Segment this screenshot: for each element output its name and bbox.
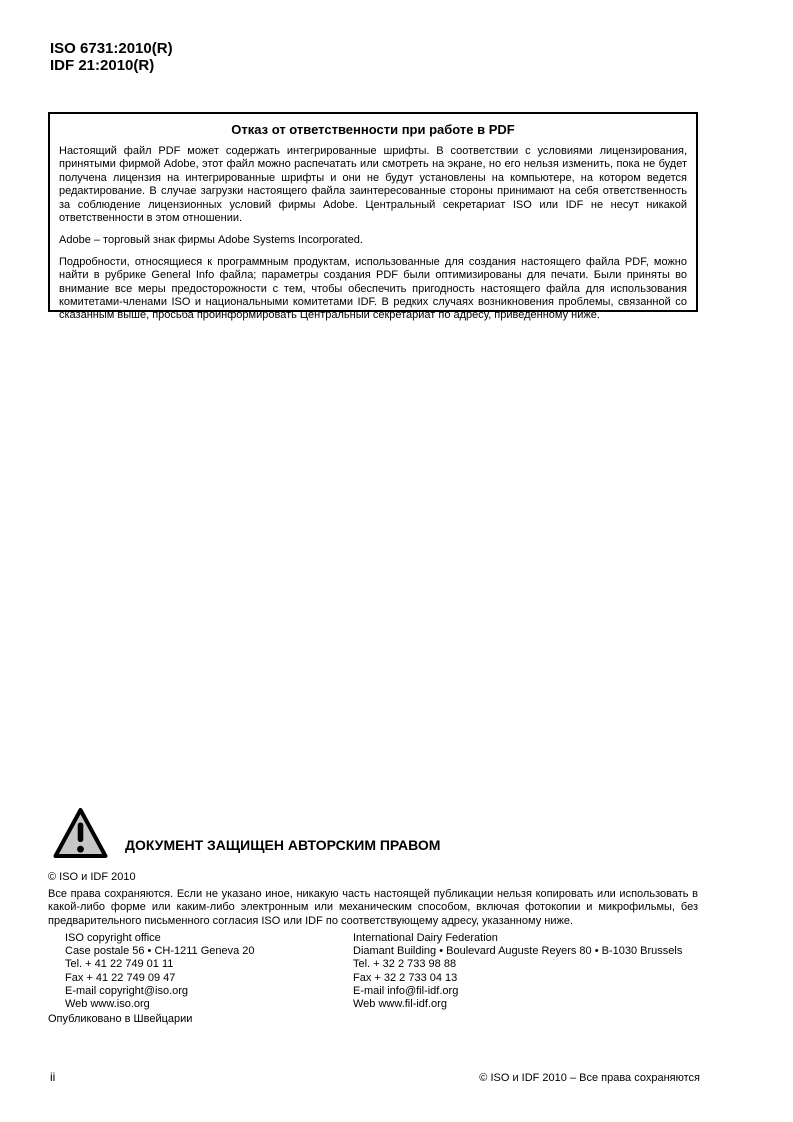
address-line: Fax + 32 2 733 04 13 <box>353 971 458 984</box>
address-line: ISO copyright office <box>65 932 161 944</box>
doc-ref-iso: ISO 6731:2010(R) <box>50 40 173 57</box>
address-line: Diamant Building • Boulevard Auguste Reyers 80 • B-1030 Brussels <box>353 945 683 958</box>
copyright-notice: © ISO и IDF 2010 <box>48 871 136 883</box>
doc-header <box>50 41 173 74</box>
idf-office-address <box>353 932 682 1011</box>
address-line-web: Web www.iso.org <box>65 998 150 1011</box>
rights-reserved-paragraph: Все права сохраняются. Если не указано иное, никакую часть настоящей публикации нельзя копировать или использовать в какой-либо форме или каким-либо электронным или механическим способом, включая фотокопии и микрофильмы, без предварительного письменного согласия ISO или IDF по соответствующему адресу, указанному ниже. <box>48 888 698 927</box>
address-line: Tel. + 41 22 749 01 11 <box>65 958 174 971</box>
published-in-note: Опубликовано в Швейцарии <box>48 1013 193 1025</box>
disclaimer-paragraph-2: Adobe – торговый знак фирмы Adobe Systems Incorporated. <box>59 233 363 246</box>
page-number: ii <box>50 1070 56 1084</box>
pdf-disclaimer-box <box>48 112 698 322</box>
address-line-email: E-mail info@fil-idf.org <box>353 984 459 997</box>
disclaimer-paragraph-3: Подробности, относящиеся к программным продуктам, использованные для создания настоящего файла PDF, можно найти в рубрике General Info файла; параметры создания PDF были оптимизированы для печати. Были приняты во внимание все меры предосторожности с тем, чтобы обеспечить пригодность настоящего файла для использования комитетами-членами ISO и национальными комитетами IDF. В редких случаях возникновения проблемы, связанной со сказанным выше, просьба проинформировать Центральный секретариат по адресу, приведенному ниже. <box>59 255 687 322</box>
address-line: Fax + 41 22 749 09 47 <box>65 971 176 984</box>
address-line-email: E-mail copyright@iso.org <box>65 984 189 997</box>
iso-office-address <box>65 932 255 1011</box>
warning-triangle-icon <box>53 807 108 860</box>
address-line: Tel. + 32 2 733 98 88 <box>353 958 457 971</box>
address-line-web: Web www.fil-idf.org <box>353 998 447 1011</box>
address-line: Case postale 56 • CH-1211 Geneva 20 <box>65 945 255 958</box>
footer-copyright: © ISO и IDF 2010 – Все права сохраняются <box>479 1072 700 1084</box>
disclaimer-paragraph-1: Настоящий файл PDF может содержать интегрированные шрифты. В соответствии с условиями лицензирования, принятыми фирмой Adobe, этот файл можно распечатать или смотреть на экране, но его нельзя изменить, пока не будет получена лицензия на интегрированные шрифты и они не будут установлены на компьютере, на котором ведется редактирование. В случае загрузки настоящего файла заинтересованные стороны принимают на себя ответственность за соблюдение лицензионных условий фирмы Adobe. Центральный секретариат ISO или IDF не несут никакой ответственности в этом отношении. <box>59 145 687 225</box>
copyright-protected-heading: ДОКУМЕНТ ЗАЩИЩЕН АВТОРСКИМ ПРАВОМ <box>125 837 441 853</box>
disclaimer-title: Отказ от ответственности при работе в PDF <box>231 122 515 137</box>
address-line: International Dairy Federation <box>353 932 498 944</box>
doc-ref-idf: IDF 21:2010(R) <box>50 56 155 74</box>
